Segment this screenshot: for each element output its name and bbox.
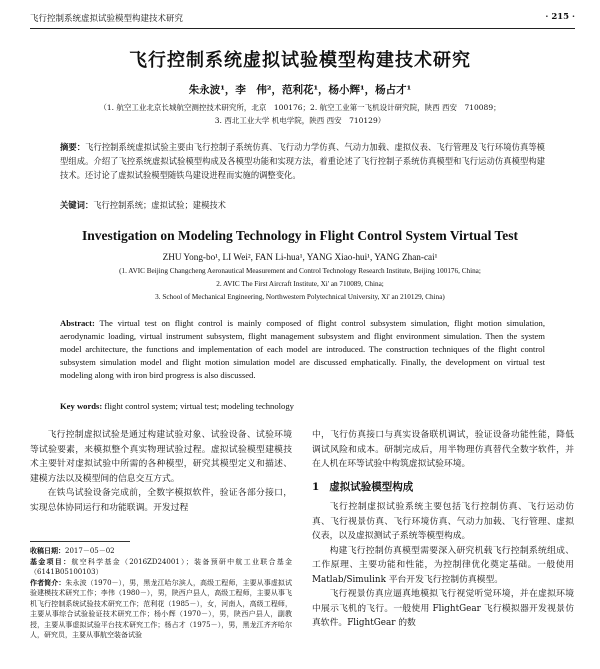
affiliation-en-line-3: 3. School of Mechanical Engineering, Northwestern Polytechnical University, Xi' an 210129, China) bbox=[155, 293, 445, 301]
keywords-cn bbox=[60, 199, 545, 211]
affiliation-cn-line-2: 3. 西北工业大学 机电学院，陕西 西安 710129） bbox=[214, 116, 386, 125]
author-list-en: ZHU Yong-bo¹, LI Wei², FAN Li-hua¹, YANG Xiao-hui¹, YANG Zhan-cai¹ bbox=[162, 252, 438, 262]
section-number: 1 bbox=[312, 480, 320, 493]
abstract-en bbox=[60, 317, 545, 382]
footnotes bbox=[30, 546, 292, 641]
running-header-title: 飞行控制系统虚拟试验模型构建技术研究 bbox=[30, 14, 184, 24]
body-column-right bbox=[312, 428, 574, 631]
keywords-cn-text: 飞行控制系统；虚拟试验；建模技术 bbox=[93, 200, 226, 210]
body-paragraph: 飞行视景仿真应逼真地模拟飞行视觉听觉环境，并在虚拟环境中展示飞机的飞行。一般使用 FlightGear 飞行模拟器开发视景仿真软件。FlightGear 的数 bbox=[312, 589, 574, 628]
abstract-en-label: Abstract: bbox=[60, 318, 95, 328]
keywords-cn-label: 关键词： bbox=[60, 200, 94, 210]
header-divider bbox=[30, 28, 575, 29]
body-paragraph: 飞行控制虚拟试验是通过构建试验对象、试验设备、试验环境等试验要素，来模拟整个真实物理试验过程。虚拟试验模型建模技术主要针对虚拟试验中所需的各种模型，研究其模型定义和描述、建模方法以及模型间的信息交互方式。 bbox=[30, 430, 292, 484]
keywords-en bbox=[60, 400, 545, 412]
body-column-left bbox=[30, 428, 292, 515]
paper-title-cn: 飞行控制系统虚拟试验模型构建技术研究 bbox=[129, 50, 471, 71]
body-paragraph: 中，飞行仿真接口与真实设备联机调试，验证设备功能性能，降低调试风险和成本。研制完成后，用半物理仿真替代全数字软件，并在人机在环等试验中构筑虚拟试验环境。 bbox=[312, 430, 574, 469]
section-heading bbox=[312, 480, 574, 495]
body-paragraph: 在铁鸟试验设备完成前，全数字模拟软件，验证各部分接口，实现总体协同运行和功能联调。开发过程 bbox=[30, 488, 292, 513]
footnote-fund: 基金项目：航空科学基金（2016ZD24001）；装备预研中航工业联合基金（6141B05100103） bbox=[30, 556, 293, 576]
footnote-author-bio: 作者简介：朱永波（1970－），男，黑龙江哈尔滨人，高级工程师，主要从事虚拟试验建模技术研究工作；李伟（1980－），男，陕西户县人，高级工程师，主要从事飞机飞行控制系统试验技术研究工作；范利花（1985－），女，河南人，高级工程师，主要从事综合试验验证技术研究工作；杨小辉（1970－），男，陕西户县人，副教授，主要从事虚拟试验平台技术研究工作；杨占才（1975－），男，黑龙江齐齐哈尔人，研究员，主要从事航空装备试验 bbox=[30, 577, 292, 639]
affiliation-en-line-1: (1. AVIC Beijing Changcheng Aeronautical Measurement and Control Technology Research Institute, Beijing 100176, China; bbox=[119, 267, 481, 275]
running-header bbox=[30, 12, 575, 26]
abstract-cn-text: 飞行控制系统虚拟试验主要由飞行控制子系统仿真、飞行动力学仿真、气动力加载、虚拟仪表、飞行管理及飞行环境仿真等模型组成。介绍了飞控系统虚拟试验模型构成及各模型功能和实现方法，着重论述了飞行控制子系统仿真模型和飞行运动仿真模型构建技术。还讨论了虚拟试验模型随铁鸟建设进程而实施的调整变化。 bbox=[60, 142, 545, 180]
body-paragraph: 飞行控制虚拟试验系统主要包括飞行控制仿真、飞行运动仿真、飞行视景仿真、飞行环境仿真、气动力加载、飞行管理、虚拟仪表，以及虚拟测试子系统等模型构成。 bbox=[312, 502, 574, 541]
page-number: · 215 · bbox=[545, 12, 575, 22]
affiliation-cn-line-1: （1. 航空工业北京长城航空测控技术研究所，北京 100176；2. 航空工业第一飞机设计研究院，陕西 西安 710089； bbox=[99, 103, 501, 112]
abstract-en-text: The virtual test on flight control is mainly composed of flight control subsystem simulation, flight motion simulation, aerodynamic loading, virtual instrument subsystem, flight management subsystem and flight environment simulation. Then the system model architecture, the functions and implementation of each model are introduced. The construction techniques of the flight control subsystem simulation model and flight motion simulation model are discussed emphatically. Finally, the development on virtual test modeling along with iron bird progress is also discussed. bbox=[60, 318, 545, 380]
keywords-en-label: Key words: bbox=[60, 401, 103, 411]
paper-title-en: Investigation on Modeling Technology in Flight Control System Virtual Test bbox=[82, 228, 518, 243]
section-title: 虚拟试验模型构成 bbox=[329, 480, 414, 493]
abstract-cn bbox=[60, 140, 545, 182]
keywords-en-text: flight control system; virtual test; modeling technology bbox=[104, 401, 294, 411]
abstract-cn-label: 摘要： bbox=[60, 142, 86, 152]
footnote-divider bbox=[30, 541, 130, 542]
affiliation-en-line-2: 2. AVIC The First Aircraft Institute, Xi' an 710089, China; bbox=[216, 280, 384, 288]
body-paragraph: 构建飞行控制仿真模型需要深入研究机载飞行控制系统组成、工作原理、主要功能和性能，为控制律优化奠定基础。一般使用 Matlab/Simulink 平台开发飞行控制仿真模型。 bbox=[312, 545, 574, 585]
footnote-received: 收稿日期：2017－05－02 bbox=[30, 546, 115, 555]
author-list-cn: 朱永波¹，李 伟²，范利花¹，杨小辉¹，杨占才¹ bbox=[188, 84, 412, 96]
